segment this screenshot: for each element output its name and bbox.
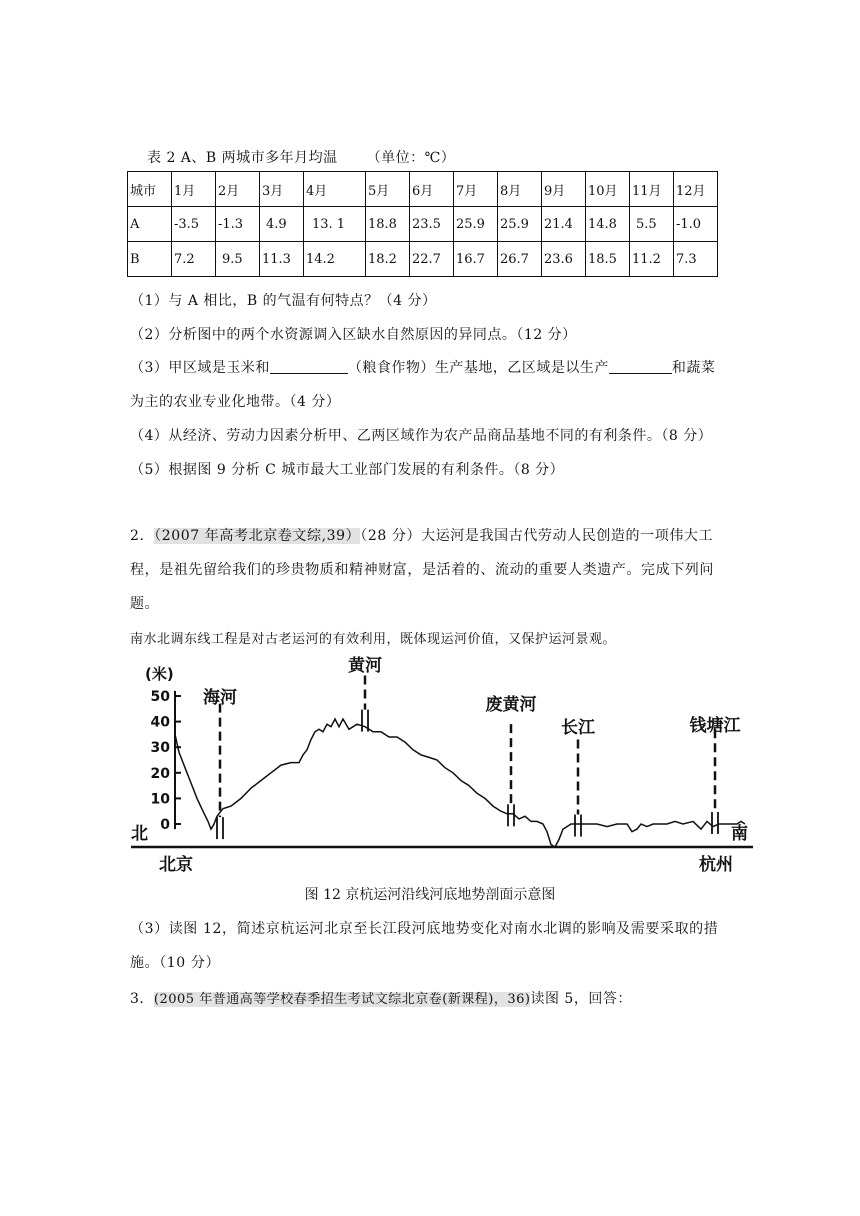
table-caption <box>147 147 455 167</box>
question-1-3-part-b: （粮食作物）生产基地，乙区域是以生产 <box>347 360 609 376</box>
table-cell: 7.3 <box>674 242 718 277</box>
table-cell: 23.5 <box>410 207 454 242</box>
question-1-1: （1）与 A 相比，B 的气温有何特点？（4 分） <box>130 293 437 309</box>
table-header-cell: 11月 <box>630 172 674 207</box>
chart-labels <box>131 656 748 875</box>
table-cell: 18.2 <box>366 242 410 277</box>
question-1-4: （4）从经济、劳动力因素分析甲、乙两区域作为农产品商品基地不同的有利条件。（8 分） <box>130 428 713 444</box>
table-cell: 5.5 <box>630 207 674 242</box>
canal-profile-chart <box>127 655 757 880</box>
y-axis <box>145 665 181 833</box>
end-city-label: 杭州 <box>699 855 733 875</box>
table-header-cell: 3月 <box>260 172 304 207</box>
question-3-number: 3． <box>130 991 154 1007</box>
table-unit: （单位：℃） <box>366 150 456 166</box>
table-header-cell: 1月 <box>172 172 216 207</box>
start-city-label: 北京 <box>159 855 193 875</box>
river-label: 钱塘江 <box>689 716 741 736</box>
table-cell: -3.5 <box>172 207 216 242</box>
table-cell: -1.3 <box>216 207 260 242</box>
table-header-cell: 8月 <box>498 172 542 207</box>
temperature-table <box>127 171 718 277</box>
table-cell: B <box>128 242 172 277</box>
table-cell: 11.3 <box>260 242 304 277</box>
question-2-text: （28 分）大运河是我国古代劳动人民创造的一项伟大工程，是祖先留给我们的珍贵物质和精神财富，是活着的、流动的重要人类遗产。完成下列问题。 <box>130 528 714 612</box>
question-1-3-part-c: 和蔬菜 <box>671 360 716 376</box>
table-header-cell: 9月 <box>542 172 586 207</box>
question-2-number: 2． <box>130 528 155 544</box>
table-cell: 14.2 <box>304 242 366 277</box>
table-cell: 26.7 <box>498 242 542 277</box>
answer-blank[interactable] <box>270 359 348 374</box>
answer-blank[interactable] <box>609 359 672 374</box>
question-1-5: （5）根据图 9 分析 C 城市最大工业部门发展的有利条件。（8 分） <box>130 462 565 478</box>
table-cell: 25.9 <box>454 207 498 242</box>
question-1-3-part-a: （3）甲区域是玉米和 <box>130 360 270 376</box>
question-2 <box>130 519 734 621</box>
question-2-3: （3）读图 12，简述京杭运河北京至长江段河底地势变化对南水北调的影响及需要采取的措施。（10 分） <box>130 921 719 971</box>
canal-bed-line <box>175 719 745 847</box>
table-cell: 23.6 <box>542 242 586 277</box>
river-label: 废黄河 <box>485 695 537 715</box>
question-3 <box>130 988 632 1008</box>
river-label: 黄河 <box>348 656 382 676</box>
table-cell: 25.9 <box>498 207 542 242</box>
table-cell: 14.8 <box>586 207 630 242</box>
y-tick-label: 20 <box>150 765 170 782</box>
figure-caption: 图 12 京杭运河沿线河底地势剖面示意图 <box>304 887 556 903</box>
north-label: 北 <box>131 824 148 844</box>
table-cell: A <box>128 207 172 242</box>
question-1-3-continued: 为主的农业专业化地带。（4 分） <box>130 394 341 410</box>
table-header-cell: 4月 <box>304 172 366 207</box>
table-header-cell: 6月 <box>410 172 454 207</box>
table-cell: 21.4 <box>542 207 586 242</box>
table-cell: 22.7 <box>410 242 454 277</box>
table-header-cell: 5月 <box>366 172 410 207</box>
river-label: 海河 <box>203 688 237 708</box>
y-tick-label: 40 <box>150 714 170 731</box>
question-1-3 <box>130 357 715 377</box>
question-2-source: （2007 年高考北京卷文综,39） <box>154 528 361 544</box>
y-tick-label: 50 <box>150 689 170 705</box>
question-1-2: （2）分析图中的两个水资源调入区缺水自然原因的异同点。（12 分） <box>130 327 577 343</box>
y-axis-unit-label: (米) <box>145 665 174 683</box>
south-label: 南 <box>731 824 748 844</box>
river-label: 长江 <box>561 718 595 738</box>
table-header-cell: 10月 <box>586 172 630 207</box>
table-cell: 16.7 <box>454 242 498 277</box>
table-cell: 4.9 <box>260 207 304 242</box>
table-header-row <box>128 172 718 207</box>
table-cell: -1.0 <box>674 207 718 242</box>
y-tick-label: 30 <box>150 740 170 757</box>
table-title: 表 2 A、B 两城市多年月均温 <box>147 150 338 166</box>
table-cell: 9.5 <box>216 242 260 277</box>
table-header-cell: 城市 <box>128 172 172 207</box>
question-3-text: 读图 5，回答： <box>530 991 632 1007</box>
table-header-cell: 2月 <box>216 172 260 207</box>
table-cell: 11.2 <box>630 242 674 277</box>
table-row <box>128 242 718 277</box>
y-tick-label: 10 <box>150 791 170 808</box>
table-header-cell: 7月 <box>454 172 498 207</box>
table-cell: 7.2 <box>172 242 216 277</box>
table-header-cell: 12月 <box>674 172 718 207</box>
y-tick-label: 0 <box>160 817 170 833</box>
table-cell: 13. 1 <box>304 207 366 242</box>
table-cell: 18.8 <box>366 207 410 242</box>
table-cell: 18.5 <box>586 242 630 277</box>
table-row <box>128 207 718 242</box>
question-2-intro: 南水北调东线工程是对古老运河的有效利用，既体现运河价值，又保护运河景观。 <box>130 632 617 647</box>
question-3-source: (2005 年普通高等学校春季招生考试文综北京卷(新课程)，36) <box>153 992 531 1007</box>
